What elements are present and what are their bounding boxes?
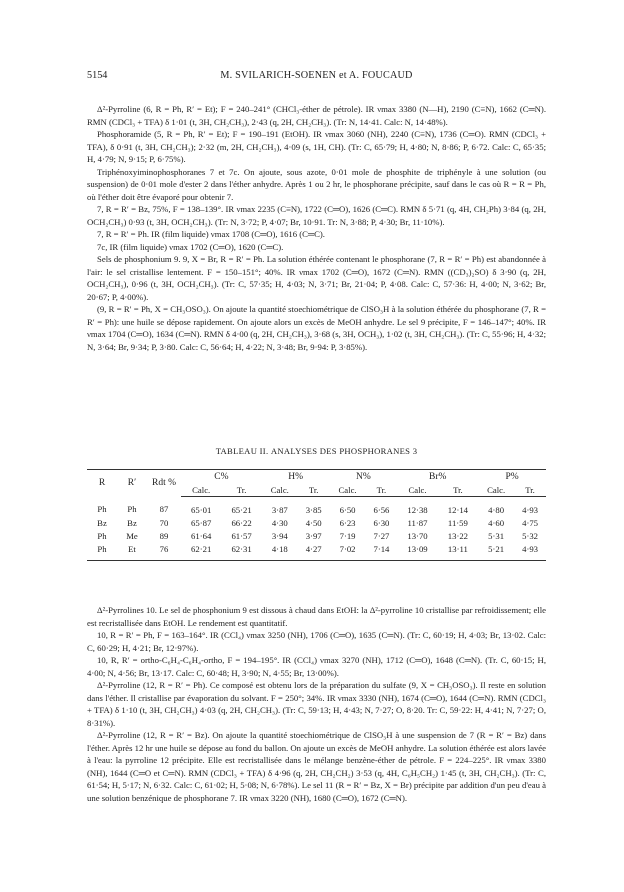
paragraph: 7c, IR (film liquide) νmax 1702 (C═O), 1620 (C═C). bbox=[97, 241, 284, 252]
table-cell: 13·11 bbox=[438, 542, 478, 561]
table-title-text: ANALYSES DES PHOSPHORANES 3 bbox=[270, 446, 418, 456]
table-cell: 3·94 bbox=[271, 530, 288, 541]
table-cell: 62·21 bbox=[181, 542, 221, 561]
table-cell: 65·21 bbox=[231, 504, 252, 515]
column-header-n: N% bbox=[356, 471, 371, 482]
paragraph: Δ²-Pyrroline (6, R = Ph, R′ = Et); F = 240–241° (CHCl₃-éther de pétrole). IR νmax 3380 (N—H), 2190 (C≡N), 1662 (C═N). RMN (CDCl₃ + TFA) δ 1·01 (t, 3H, CH₂CH₃), 2·43 (q, 2H, CH₂CH₃). (Tr: N, 14·41. Calc: N, 14·48%). bbox=[87, 104, 546, 127]
table-cell: 7·19 bbox=[339, 530, 356, 541]
page-number: 5154 bbox=[87, 70, 108, 81]
subheader-calc: Calc. bbox=[262, 483, 298, 497]
table-cell: 13·70 bbox=[407, 530, 428, 541]
subheader-found: Tr. bbox=[438, 483, 478, 497]
table-cell: 3·85 bbox=[305, 504, 322, 515]
paragraph: Sels de phosphonium 9. 9, X = Br, R = R′ = Ph. La solution éthérée contenant le phosphorane (7, R = R′ = Ph) est abandonnée à l'air: le sel cristallise lentement. F = 150–151°; 40%. IR νmax 1702 (C═O), 1672 (C═N). RMN ((CD₃)₂SO) δ 3·90 (q, 2H, OCH₂CH₃), 0·96 (t, 3H, OCH₂CH₃). (Tr: C, 57·35; H, 4·03; N, 3·71; Br, 21·04; P, 4·08. Calc: C, 57·36: H, 4·00; N, 3·62; Br, 20·67; P, 4·00%). bbox=[87, 254, 546, 302]
table-cell: 12·14 bbox=[447, 504, 469, 515]
analysis-table bbox=[87, 469, 546, 561]
table-cell: 76 bbox=[147, 542, 181, 561]
table-cell: 13·09 bbox=[397, 542, 437, 561]
table-row bbox=[87, 497, 546, 517]
column-header-r-prime: R′ bbox=[127, 478, 137, 489]
subheader-found: Tr. bbox=[221, 483, 261, 497]
table-cell: 4·93 bbox=[514, 542, 546, 561]
table-cell: Bz bbox=[127, 517, 137, 528]
table-title-prefix: TABLEAU II. bbox=[215, 446, 269, 456]
table-cell: Me bbox=[126, 530, 138, 541]
table-cell: 3·97 bbox=[305, 530, 322, 541]
table-cell: 13·22 bbox=[447, 530, 469, 541]
table-cell: 11·59 bbox=[447, 517, 468, 528]
column-header-c: C% bbox=[214, 471, 229, 482]
column-header-yield: Rdt % bbox=[151, 478, 176, 489]
paragraph: Δ²-Pyrroline (12, R = R′ = Ph). Ce composé est obtenu lors de la préparation du sulfate (9, X = CH₃OSO₃). Il reste en solution dans l'éther. Il cristallise par évaporation du solvant. F = 250°; 34%. IR νmax 3330 (NH), 1674 (C═O), 1644 (C═N). RMN (CDCl₃ + TFA) δ 1·10 (t, 3H, CH₂CH₃) 4·03 (q, 2H, CH₂CH₃). (Tr: C, 59·13; H, 4·43; N, 7·27; O, 8·20. Tr: C, 59·22: H, 4·41; N, 7·27; O, 8·31%). bbox=[87, 680, 546, 728]
column-header-h: H% bbox=[288, 471, 304, 482]
table-cell: 61·57 bbox=[231, 530, 252, 541]
table-cell: Ph bbox=[87, 542, 117, 561]
table-cell: Bz bbox=[97, 517, 107, 528]
page-header bbox=[87, 70, 546, 84]
table-cell: Ph bbox=[97, 530, 107, 541]
table-cell: Ph bbox=[97, 504, 107, 515]
column-header-r: R bbox=[98, 478, 106, 489]
experimental-text-top bbox=[87, 103, 546, 353]
table-cell: 4·18 bbox=[262, 542, 298, 561]
table-cell: 4·75 bbox=[522, 517, 539, 528]
table-cell: 7·02 bbox=[330, 542, 366, 561]
table-cell: 4·80 bbox=[488, 504, 505, 515]
column-header-p: P% bbox=[505, 471, 519, 482]
table-row bbox=[87, 542, 546, 561]
table-cell: 4·50 bbox=[305, 517, 322, 528]
running-title: M. SVILARICH-SOENEN et A. FOUCAUD bbox=[220, 70, 413, 81]
table-cell: 7·14 bbox=[366, 542, 398, 561]
table-cell: 7·27 bbox=[373, 530, 390, 541]
table-cell: 89 bbox=[159, 530, 169, 541]
subheader-calc: Calc. bbox=[478, 483, 514, 497]
table-cell: 4·60 bbox=[488, 517, 505, 528]
table-header-row bbox=[87, 470, 546, 484]
table-cell: 5·32 bbox=[522, 530, 539, 541]
paragraph: 10, R = R′ = Ph, F = 163–164°. IR (CCl₄) νmax 3250 (NH), 1706 (C═O), 1635 (C═N). (Tr: C, 60·19; H, 4·03; Br, 13·02. Calc: C, 60·29; H, 4·21; Br, 12·97%). bbox=[87, 630, 546, 653]
table-cell: 4·30 bbox=[271, 517, 288, 528]
table-cell: 65·01 bbox=[191, 504, 212, 515]
paragraph: (9, R = R′ = Ph, X = CH₃OSO₃). On ajoute la quantité stoechiométrique de ClSO₃H à la solution éthérée du phosphorane (7, R = R′ = Ph): une huile se dépose rapidement. On ajoute alors un excès de MeOH anhydre. Le sel 9 précipite, F = 146–147°; 40%. IR νmax 1704 (C═O), 1634 (C═N). RMN δ 4·00 (q, 2H, CH₂CH₃), 3·68 (s, 3H, OCH₃), 1·02 (t, 3H, CH₂CH₃). (Tr: C, 55·96; H, 4·32; N, 3·64; Br, 9·34; P, 3·80. Calc: C, 56·64; H, 4·22; N, 3·48; Br, 9·94: P, 3·85%). bbox=[87, 304, 546, 352]
table-title bbox=[87, 446, 546, 456]
subheader-found: Tr. bbox=[514, 483, 546, 497]
experimental-text-bottom bbox=[87, 604, 546, 804]
table-cell: Ph bbox=[127, 504, 137, 515]
table-cell: 5·31 bbox=[488, 530, 505, 541]
table-cell: 6·50 bbox=[339, 504, 356, 515]
paragraph: 10, R, R′ = ortho-C₆H₄-C₆H₄-ortho, F = 194–195°. IR (CCl₄) νmax 3270 (NH), 1712 (C═O), 1648 (C═N). (Tr. C, 60·15; H, 4·00; N, 4·56; Br, 13·17. Calc: C, 60·48; H, 3·90; N, 4·55; Br, 13·00%). bbox=[87, 655, 546, 678]
table-cell: 11·87 bbox=[407, 517, 428, 528]
subheader-calc: Calc. bbox=[397, 483, 437, 497]
paragraph: Phosphoramide (5, R = Ph, R′ = Et); F = 190–191 (EtOH). IR νmax 3060 (NH), 2240 (C≡N), 1736 (C═O). RMN (CDCl₃ + TFA), δ 0·91 (t, 3H, CH₂CH₃); 2·32 (m, 2H, CH₂CH₃), 4·09 (s, 1H, CH). (Tr: C, 65·79; H, 4·80; N, 8·86; P, 6·72. Calc: C, 65·35; H, 4·79; N, 9·15; P, 6·75%). bbox=[87, 129, 546, 164]
subheader-calc: Calc. bbox=[330, 483, 366, 497]
table-cell: 6·56 bbox=[373, 504, 390, 515]
paragraph: 7, R = R′ = Ph. IR (film liquide) νmax 1708 (C═O), 1616 (C═C). bbox=[97, 229, 325, 239]
subheader-found: Tr. bbox=[298, 483, 330, 497]
table-cell: 6·30 bbox=[373, 517, 390, 528]
paragraph: Triphénoxyiminophosphoranes 7 et 7c. On ajoute, sous azote, 0·01 mole de phosphite de triphényle à une solution (ou suspension) de 0·01 mole d'ester 2 dans l'éther anhydre. Après 1 ou 2 hr, le phosphorane précipite, sauf dans le cas où R = R = Ph, où l'éther doit être évaporé pour obtenir 7. bbox=[87, 166, 546, 202]
paragraph: Δ²-Pyrroline (12, R = R′ = Bz). On ajoute la quantité stoechiométrique de ClSO₃H à une suspension de 7 (R = R′ = Bz) dans l'éther. Après 12 hr une huile se dépose au fond du ballon. On ajoute un excès de MeOH anhydre. La solution éthérée est alors lavée à l'eau: la pyrroline 12 précipite. Elle est recristallisée dans le mélange benzène-éther de pétrole. F = 224–225°. IR νmax 3380 (NH), 1644 (C═O et C═N). RMN (CDCl₃ + TFA) δ 4·96 (q, 2H, CH₂CH₂) 3·53 (q, 4H, C₆H₅CH₂) 1·45 (t, 3H, CH₂CH₃). (Tr: C, 61·54; H, 5·17; N, 6·32. Calc: C, 61·02; H, 5·08; N, 6·78%). Le sel 11 (R = R′ = Bz, X = Br) précipite par addition d'un peu d'eau à une solution benzénique de phosphorane 7. IR νmax 3220 (NH), 1680 (C═O), 1672 (C═N). bbox=[87, 730, 546, 803]
table-cell: 12·38 bbox=[407, 504, 428, 515]
table-cell: 62·31 bbox=[221, 542, 261, 561]
table-cell: 6·23 bbox=[339, 517, 356, 528]
table-cell: 66·22 bbox=[231, 517, 252, 528]
table-cell: 87 bbox=[159, 504, 169, 515]
subheader-found: Tr. bbox=[366, 483, 398, 497]
paragraph: Δ²-Pyrrolines 10. Le sel de phosphonium 9 est dissous à chaud dans EtOH: la Δ²-pyrroline 10 cristallise par refroidissement; elle est recristallisée dans EtOH. Le rendement est quantitatif. bbox=[87, 605, 546, 628]
table-cell: 61·64 bbox=[191, 530, 212, 541]
table-row bbox=[87, 516, 546, 529]
table-cell: 70 bbox=[159, 517, 169, 528]
paragraph: 7, R = R′ = Bz, 75%, F = 138–139°. IR νmax 2235 (C≡N), 1722 (C═O), 1626 (C═C). RMN δ 5·71 (q, 4H, CH₂Ph) 3·84 (q, 2H, OCH₂CH₃) 0·93 (t, 3H, OCH₂CH₃). (Tr: N, 3·72; P, 4·07; Br, 10·91. Tr: N, 3·88; P, 4·30; Br, 11·10%). bbox=[87, 204, 546, 227]
column-header-br: Br% bbox=[428, 471, 447, 482]
table-cell: 3·87 bbox=[271, 504, 288, 515]
table-cell: 4·93 bbox=[522, 504, 539, 515]
table-cell: 4·27 bbox=[298, 542, 330, 561]
table-row bbox=[87, 529, 546, 542]
table-cell: Et bbox=[117, 542, 147, 561]
subheader-calc: Calc. bbox=[181, 483, 221, 497]
table-cell: 65·87 bbox=[191, 517, 212, 528]
table-cell: 5·21 bbox=[478, 542, 514, 561]
